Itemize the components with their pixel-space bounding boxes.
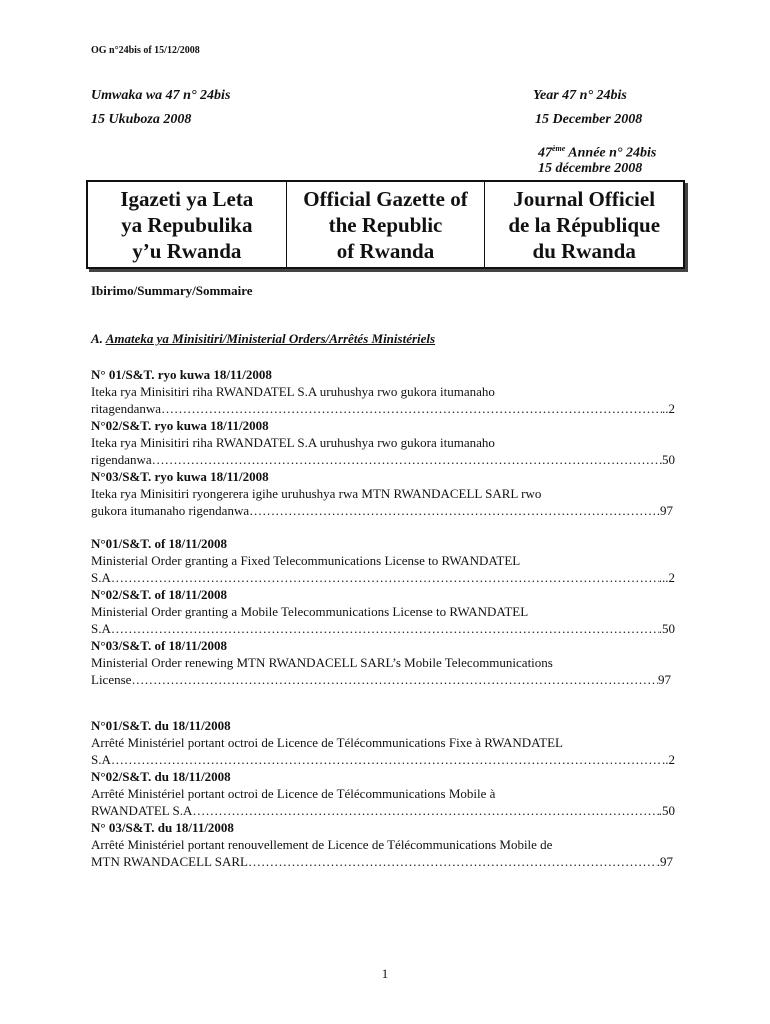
toc-entry-leader [91,502,673,519]
toc-entry[interactable] [91,366,675,417]
toc-entry-page: ...2 [658,570,675,585]
toc-entry-tail: ritagendanwa [91,401,162,416]
header-right-issue: Year 47 n° 24bis [533,88,627,103]
page-number: 1 [381,966,389,981]
toc-entry-leader [91,451,675,468]
toc-entry-page: ..2 [662,752,675,767]
toc-entry-leader [91,802,675,819]
dot-leader [161,400,662,417]
toc-entry-leader [91,751,675,768]
toc-entry[interactable] [91,535,675,586]
header-left-date: 15 Ukuboza 2008 [91,112,192,127]
dot-leader [111,751,662,768]
summary-heading: Ibirimo/Summary/Sommaire [91,283,253,298]
toc-entry[interactable] [91,417,675,468]
toc-entry-ref: N°03/S&T. ryo kuwa 18/11/2008 [91,469,269,484]
toc-entry-desc: Ministerial Order granting a Fixed Telecommunications License to RWANDATEL [91,553,521,568]
header-left-issue: Umwaka wa 47 n° 24bis [91,88,231,103]
header-right-issue-fr: 47ème Année n° 24bis [538,144,657,161]
dot-leader [152,451,662,468]
masthead-french: Journal Officiel de la République du Rwanda [508,186,661,263]
toc-entry-ref: N°03/S&T. of 18/11/2008 [91,638,228,653]
dot-leader [192,802,658,819]
toc-entry-desc: Ministerial Order renewing MTN RWANDACELL SARL’s Mobile Telecommunications [91,655,553,670]
toc-entry-desc: Arrêté Ministériel portant renouvellement de Licence de Télécommunications Mobile de [91,837,553,852]
dot-leader [111,620,659,637]
toc-entry-ref: N°02/S&T. du 18/11/2008 [91,769,231,784]
toc-entry-ref: N° 03/S&T. du 18/11/2008 [91,820,234,835]
toc-entry-ref: N° 01/S&T. ryo kuwa 18/11/2008 [91,367,272,382]
section-a-title: Amateka ya Minisitiri/Ministerial Orders/Arrêtés Ministériels [105,331,436,346]
toc-entry-ref: N°02/S&T. ryo kuwa 18/11/2008 [91,418,269,433]
toc-entry-tail: gukora itumanaho rigendanwa [91,503,250,518]
masthead-kinyarwanda: Igazeti ya Leta ya Repubulika y’u Rwanda [88,182,287,267]
dot-leader [131,671,658,688]
section-a-heading [91,331,435,347]
toc-entry[interactable] [91,717,675,768]
toc-entry-page: .50 [658,803,675,818]
toc-entry-ref: N°01/S&T. du 18/11/2008 [91,718,231,733]
toc-entry-desc: Arrêté Ministériel portant octroi de Licence de Télécommunications Fixe à RWANDATEL [91,735,563,750]
toc-entry-leader [91,569,675,586]
toc-entry[interactable] [91,637,675,688]
toc-entry[interactable] [91,819,675,870]
header-right-date-fr: 15 décembre 2008 [538,161,643,176]
toc-entry[interactable] [91,586,675,637]
toc-entry-page: .50 [658,621,675,636]
dot-leader [248,853,657,870]
toc-entry-page: ..2 [662,401,675,416]
header-right-date: 15 December 2008 [535,112,643,127]
masthead-english: Official Gazette of the Republic of Rwanda [287,182,486,267]
toc-entry-desc: Ministerial Order granting a Mobile Telecommunications License to RWANDATEL [91,604,529,619]
toc-entry-tail: rigendanwa [91,452,152,467]
toc-entry[interactable] [91,468,675,519]
toc-entry-page: 97 [658,672,671,687]
toc-group-english [91,535,675,688]
toc-group-french [91,717,675,870]
toc-entry-desc: Iteka rya Minisitiri riha RWANDATEL S.A uruhushya rwo gukora itumanaho [91,435,495,450]
toc-entry-tail: S.A [91,621,111,636]
toc-entry-leader [91,620,675,637]
toc-entry-leader [91,853,673,870]
running-head: OG n°24bis of 15/12/2008 [91,45,200,56]
toc-entry-tail: S.A [91,570,111,585]
toc-entry-ref: N°01/S&T. of 18/11/2008 [91,536,228,551]
toc-entry-desc: Iteka rya Minisitiri ryongerera igihe uruhushya rwa MTN RWANDACELL SARL rwo [91,486,542,501]
dot-leader [249,502,657,519]
toc-entry-page: .97 [656,854,673,869]
toc-entry-ref: N°02/S&T. of 18/11/2008 [91,587,228,602]
section-a-letter: A. [91,331,106,346]
toc-entry-page: 50 [662,452,675,467]
gazette-masthead [86,180,685,269]
toc-entry-tail: RWANDATEL S.A [91,803,193,818]
toc-entry-leader [91,671,671,688]
toc-group-kinyarwanda [91,366,675,519]
toc-entry-tail: License [91,672,132,687]
dot-leader [111,569,659,586]
toc-entry-tail: MTN RWANDACELL SARL [91,854,248,869]
toc-entry-desc: Iteka rya Minisitiri riha RWANDATEL S.A uruhushya rwo gukora itumanaho [91,384,495,399]
toc-entry-page: .97 [656,503,673,518]
toc-entry-tail: S.A [91,752,111,767]
toc-entry-desc: Arrêté Ministériel portant octroi de Licence de Télécommunications Mobile à [91,786,496,801]
toc-entry[interactable] [91,768,675,819]
toc-entry-leader [91,400,675,417]
